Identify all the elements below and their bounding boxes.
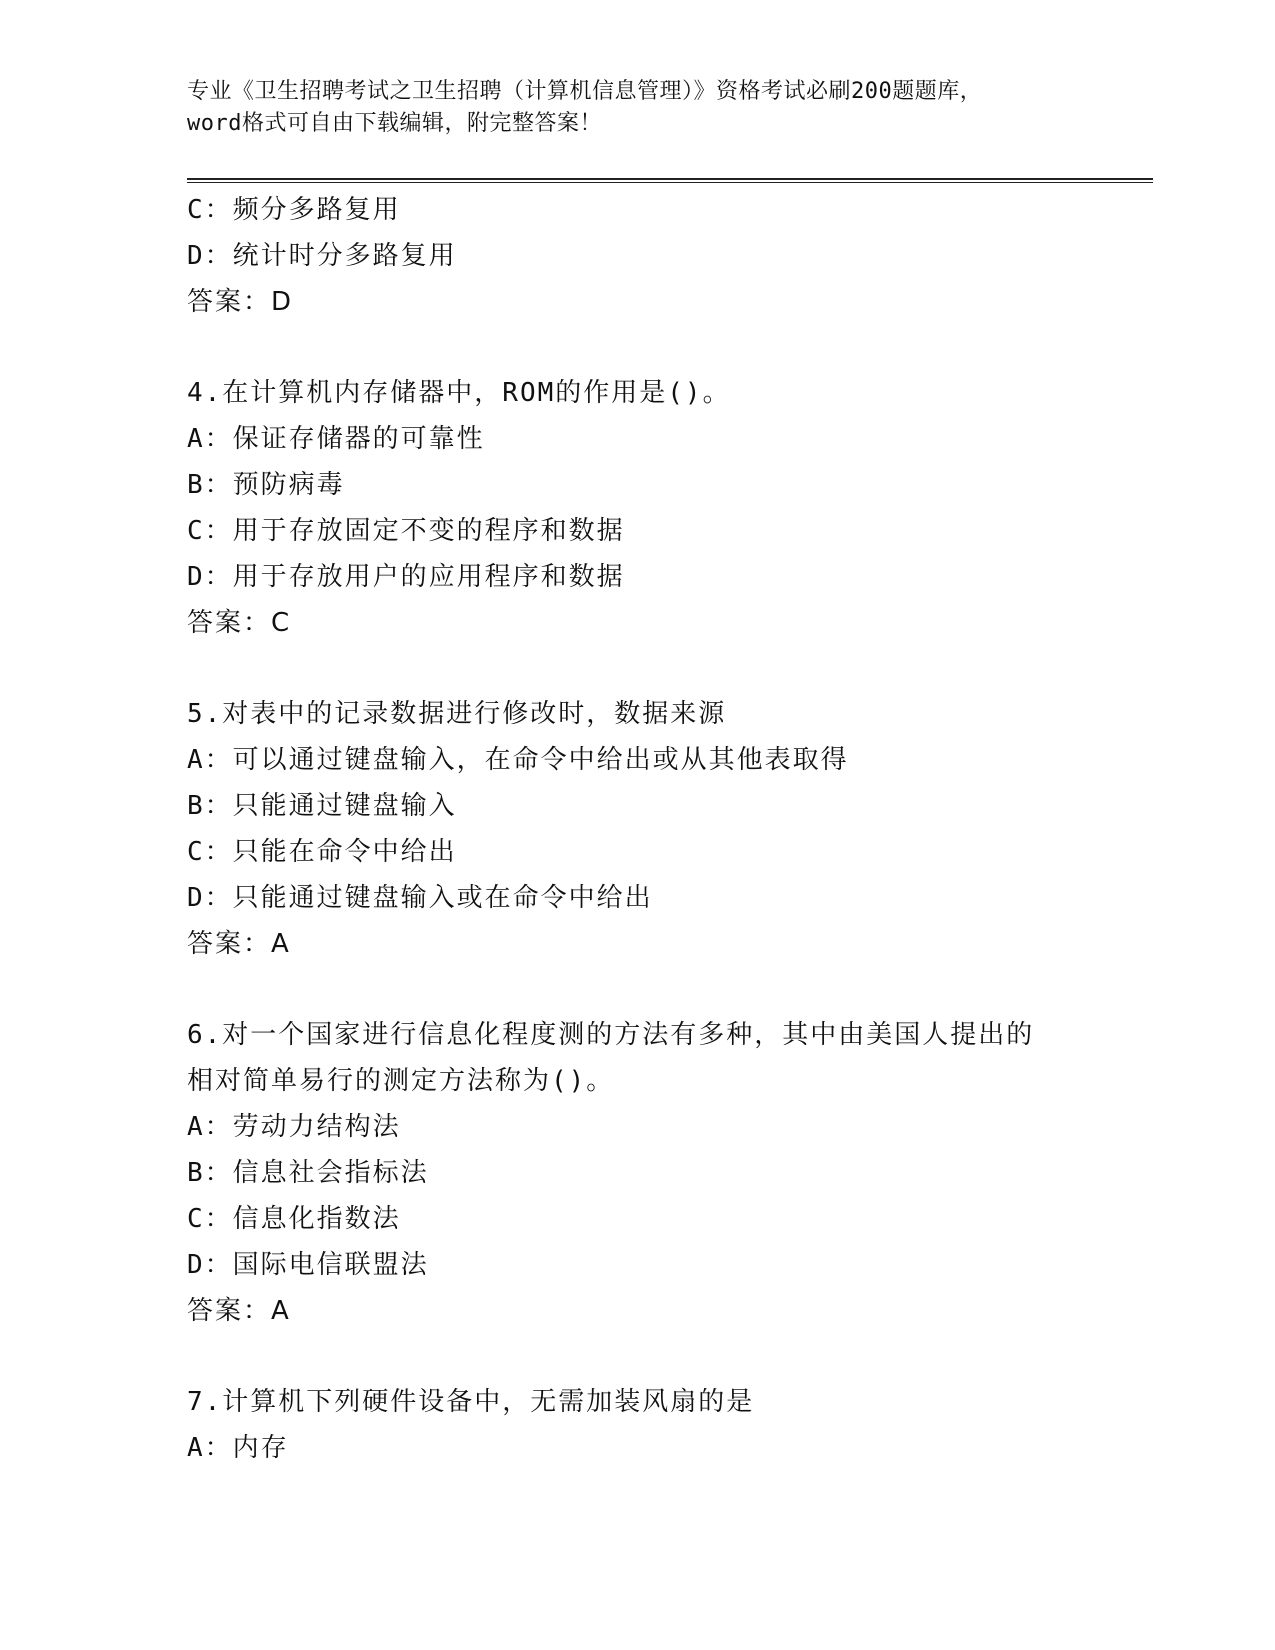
- header-title-line1: 专业《卫生招聘考试之卫生招聘（计算机信息管理）》资格考试必刷200题题库，: [187, 79, 983, 104]
- document-header: [187, 76, 1117, 140]
- question-stem: 4.在计算机内存储器中，ROM的作用是()。: [187, 378, 731, 408]
- question-stem-line1: 6.对一个国家进行信息化程度测的方法有多种，其中由美国人提出的: [187, 1020, 1035, 1050]
- option-d: D：只能通过键盘输入或在命令中给出: [187, 883, 653, 913]
- option-a: A：保证存储器的可靠性: [187, 424, 485, 454]
- spacer: [187, 325, 1147, 370]
- question-stem: 5.对表中的记录数据进行修改时，数据来源: [187, 699, 727, 729]
- option-a: A：可以通过键盘输入，在命令中给出或从其他表取得: [187, 745, 849, 775]
- answer: 答案：D: [187, 287, 294, 317]
- option-d: D：国际电信联盟法: [187, 1250, 429, 1280]
- option-d: D：用于存放用户的应用程序和数据: [187, 562, 625, 592]
- option-b: B：只能通过键盘输入: [187, 791, 457, 821]
- question-5: [187, 691, 1147, 967]
- option-c: C：只能在命令中给出: [187, 837, 457, 867]
- option-b: B：预防病毒: [187, 470, 345, 500]
- header-divider: [187, 178, 1153, 183]
- option-c: C：用于存放固定不变的程序和数据: [187, 516, 625, 546]
- question-7: [187, 1379, 1147, 1471]
- option-d: D：统计时分多路复用: [187, 241, 457, 271]
- option-a: A：劳动力结构法: [187, 1112, 401, 1142]
- question-3-tail: [187, 187, 1147, 325]
- spacer: [187, 1334, 1147, 1379]
- question-4: [187, 370, 1147, 646]
- answer: 答案：A: [187, 929, 291, 959]
- question-list: [187, 187, 1147, 1471]
- spacer: [187, 646, 1147, 691]
- question-stem: 7.计算机下列硬件设备中，无需加装风扇的是: [187, 1387, 755, 1417]
- answer: 答案：C: [187, 608, 292, 638]
- spacer: [187, 967, 1147, 1012]
- option-c: C：信息化指数法: [187, 1204, 401, 1234]
- question-6: [187, 1012, 1147, 1334]
- answer: 答案：A: [187, 1296, 291, 1326]
- header-title-line2: word格式可自由下载编辑，附完整答案！: [187, 111, 602, 136]
- option-b: B：信息社会指标法: [187, 1158, 429, 1188]
- option-c: C：频分多路复用: [187, 195, 401, 225]
- option-a: A：内存: [187, 1433, 289, 1463]
- question-stem-line2: 相对简单易行的测定方法称为()。: [187, 1066, 615, 1096]
